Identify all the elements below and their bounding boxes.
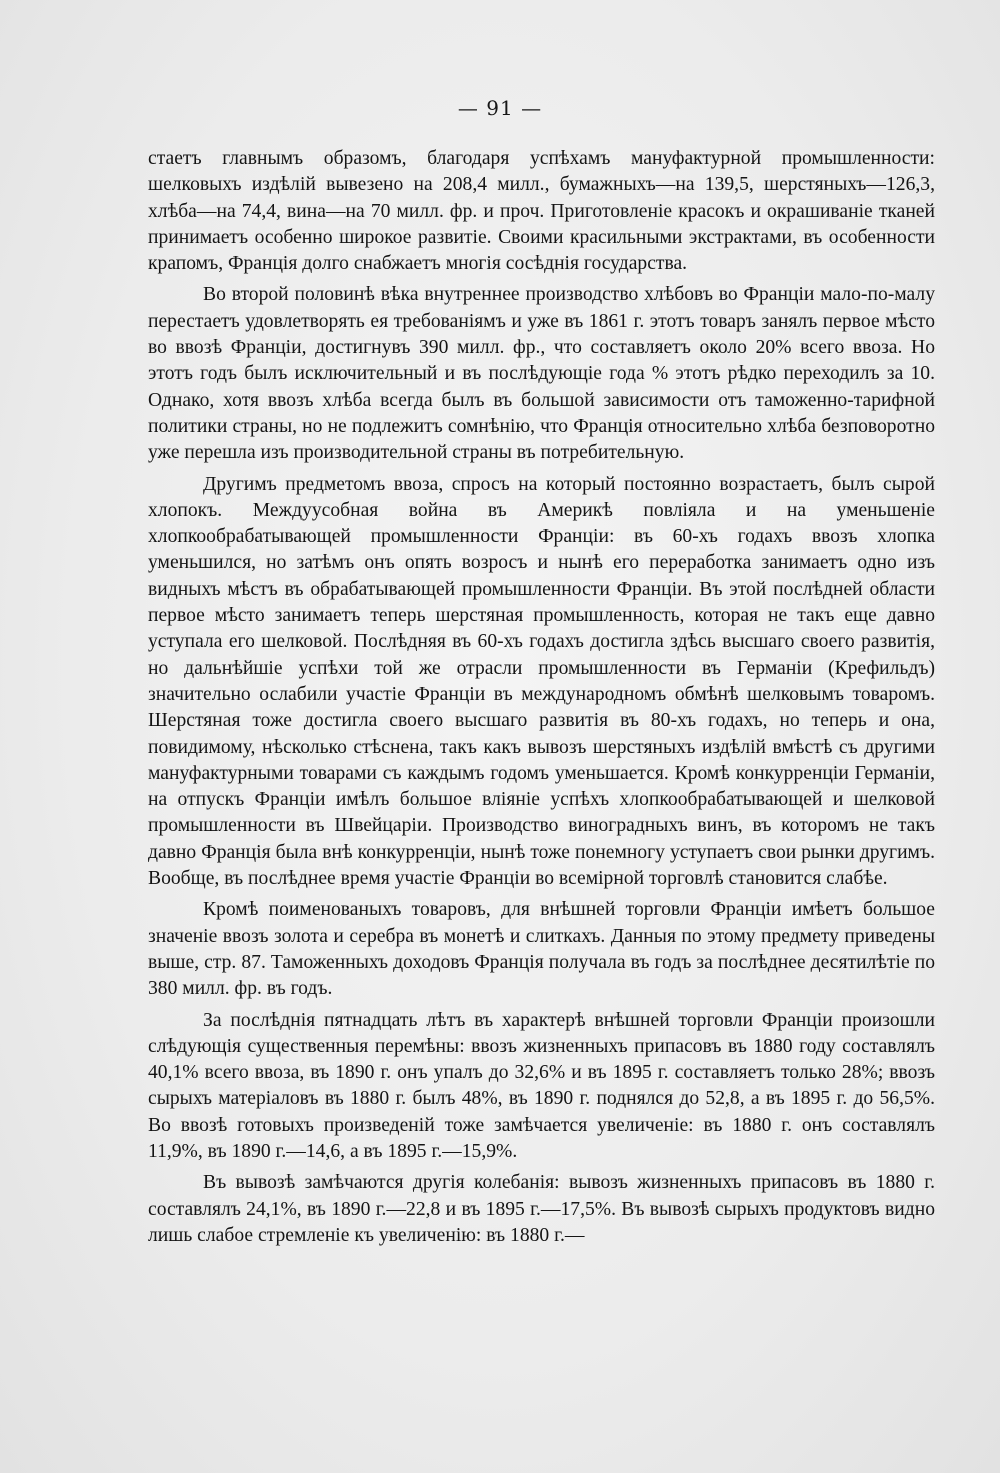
paragraph-4: Кромѣ поименованыхъ товаровъ, для внѣшней торговли Франціи имѣетъ большое значеніе ввозъ золота и серебра въ монетѣ и слиткахъ. Данныя по этому предмету приведены выше, стр. 87. Таможенныхъ доходовъ Франція получала въ годъ за послѣднее десятилѣтіе по 380 милл. фр. въ годъ. [148,899,935,1000]
page-number: — 91 — [457,96,543,120]
paragraph-6: Въ вывозѣ замѣчаются другія колебанія: вывозъ жизненныхъ припасовъ въ 1880 г. составлялъ 24,1%, въ 1890 г.—22,8 и въ 1895 г.—17,5%. Въ вывозѣ сырыхъ продуктовъ видно лишь слабое стремленіе къ увеличенію: въ 1880 г.— [148,1172,935,1246]
paragraph-2: Во второй половинѣ вѣка внутреннее производство хлѣбовъ во Франціи мало-по-малу перестаетъ удовлетворять ея требованіямъ и уже въ 1861 г. этотъ товаръ занялъ первое мѣсто во ввозѣ Франціи, достигнувъ 390 милл. фр., что составляетъ около 20% всего ввоза. Но этотъ годъ былъ исключительный и въ послѣдующіе года % этотъ рѣдко переходилъ за 10. Однако, хотя ввозъ хлѣба всегда былъ въ большой зависимости отъ таможенно-тарифной политики страны, но не подлежитъ сомнѣнію, что Франція относительно хлѣба безповоротно уже перешла изъ производительной страны въ потребительную. [148,284,935,464]
body-text [148,146,935,1254]
paragraph-1: стаетъ главнымъ образомъ, благодаря успѣхамъ мануфактурной промышленности: шелковыхъ издѣлій вывезено на 208,4 милл., бумажныхъ—на 139,5, шерстяныхъ—126,3, хлѣба—на 74,4, вина—на 70 милл. фр. и проч. Приготовленіе красокъ и окрашиваніе тканей принимаетъ особенно широкое развитіе. Своими красильными экстрактами, въ особенности крапомъ, Франція долго снабжаетъ многія сосѣднія государства. [148,148,935,275]
paragraph-5: За послѣднія пятнадцать лѣтъ въ характерѣ внѣшней торговли Франціи произошли слѣдующія существенныя перемѣны: ввозъ жизненныхъ припасовъ въ 1880 году составлялъ 40,1% всего ввоза, въ 1890 г. онъ упалъ до 32,6% и въ 1895 г. составляетъ только 28%; ввозъ сырыхъ матеріаловъ въ 1880 г. былъ 48%, въ 1890 г. поднялся до 52,8, а въ 1895 г. до 56,5%. Во ввозѣ готовыхъ произведеній тоже замѣчается увеличеніе: въ 1880 г. онъ составлялъ 11,9%, въ 1890 г.—14,6, а въ 1895 г.—15,9%. [148,1009,935,1162]
paragraph-3: Другимъ предметомъ ввоза, спросъ на который постоянно возрастаетъ, былъ сырой хлопокъ. Междуусобная война въ Америкѣ повліяла и на уменьшеніе хлопкообрабатывающей промышленности Франціи: въ 60-хъ годахъ ввозъ хлопка уменьшился, но затѣмъ онъ опять возросъ и нынѣ его переработка занимаетъ одно изъ видныхъ мѣстъ въ обрабатывающей промышленности Франціи. Въ этой послѣдней области первое мѣсто занимаетъ теперь шерстяная промышленность, которая не такъ еще давно уступала его шелковой. Послѣдняя въ 60-хъ годахъ достигла здѣсь высшаго своего развитія, но дальнѣйшіе успѣхи той же отрасли промышленности въ Германіи (Крефильдъ) значительно ослабили участіе Франціи въ международномъ обмѣнѣ шелковымъ товаромъ. Шерстяная тоже достигла своего высшаго развитія въ 80-хъ годахъ, но теперь и она, повидимому, нѣсколько стѣснена, такъ какъ вывозъ шерстяныхъ издѣлій вмѣстѣ съ другими мануфактурными товарами съ каждымъ годомъ уменьшается. Кромѣ конкурренціи Германіи, на отпускъ Франціи имѣлъ большое вліяніе успѣхъ хлопкообрабатывающей и шелковой промышленности въ Швейцаріи. Производство виноградныхъ винъ, въ которомъ не такъ давно Франція была внѣ конкурренціи, нынѣ тоже понемногу уступаетъ свои рынки другимъ. Вообще, въ послѣднее время участіе Франціи во всемірной торговлѣ становится слабѣе. [148,473,935,890]
